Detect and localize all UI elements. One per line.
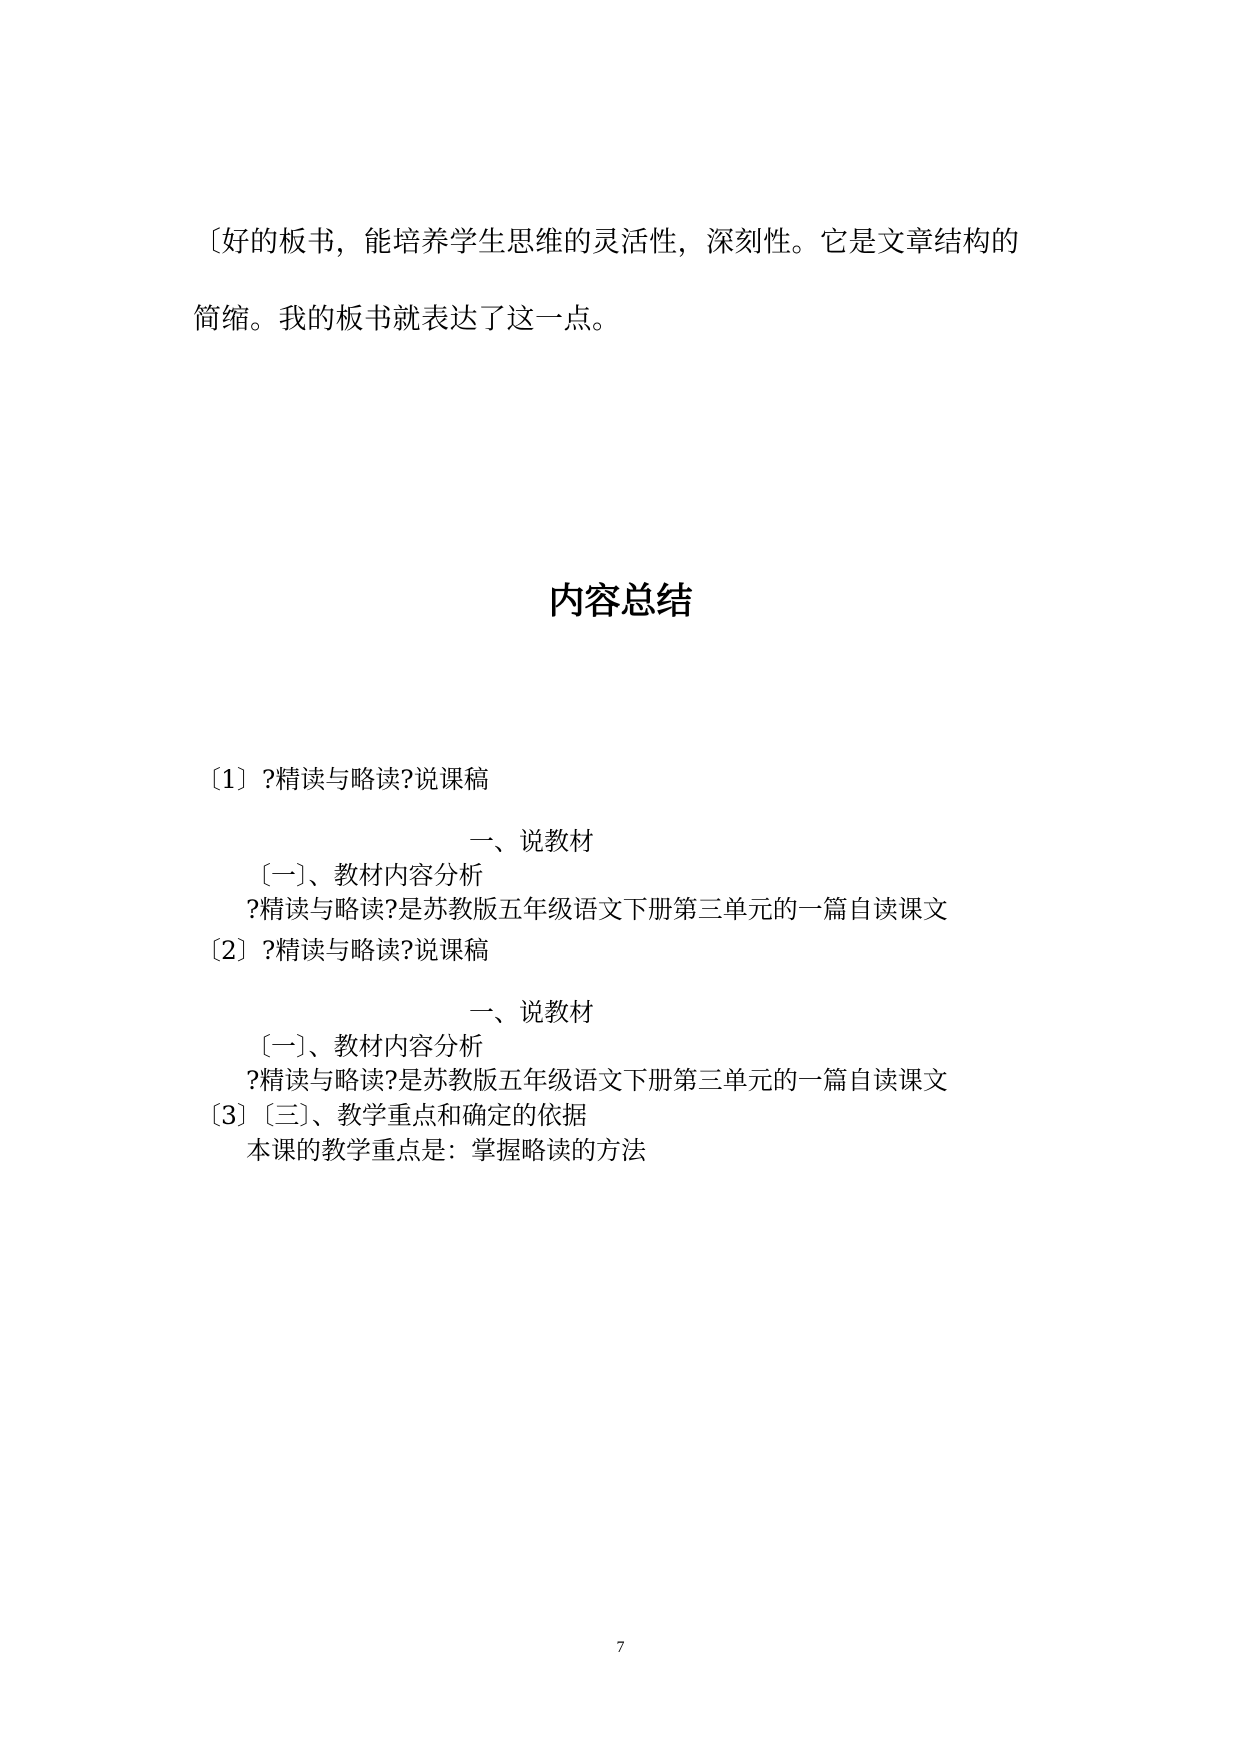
summary-item-3-title: 〔3〕〔三〕、教学重点和确定的依据: [196, 1101, 587, 1130]
summary-item-2-text: ?精读与略读?是苏教版五年级语文下册第三单元的一篇自读课文: [246, 1066, 948, 1095]
summary-item-1-subsection: 〔一〕、教材内容分析: [246, 861, 484, 890]
summary-item-1-section: 一、说教材: [469, 827, 595, 856]
summary-item-1-title: 〔1〕?精读与略读?说课稿: [196, 765, 489, 794]
body-paragraph-line-2: 简缩。我的板书就表达了这一点。: [193, 302, 621, 335]
summary-item-2-section: 一、说教材: [469, 998, 595, 1027]
page-number: 7: [616, 1639, 625, 1656]
body-paragraph-line-1: 〔好的板书，能培养学生思维的灵活性，深刻性。它是文章结构的: [193, 225, 1020, 258]
summary-heading: 内容总结: [548, 581, 693, 622]
summary-item-2-subsection: 〔一〕、教材内容分析: [246, 1032, 484, 1061]
summary-item-3-text: 本课的教学重点是：掌握略读的方法: [246, 1136, 647, 1165]
summary-item-1-text: ?精读与略读?是苏教版五年级语文下册第三单元的一篇自读课文: [246, 895, 948, 924]
summary-item-2-title: 〔2〕?精读与略读?说课稿: [196, 936, 489, 965]
